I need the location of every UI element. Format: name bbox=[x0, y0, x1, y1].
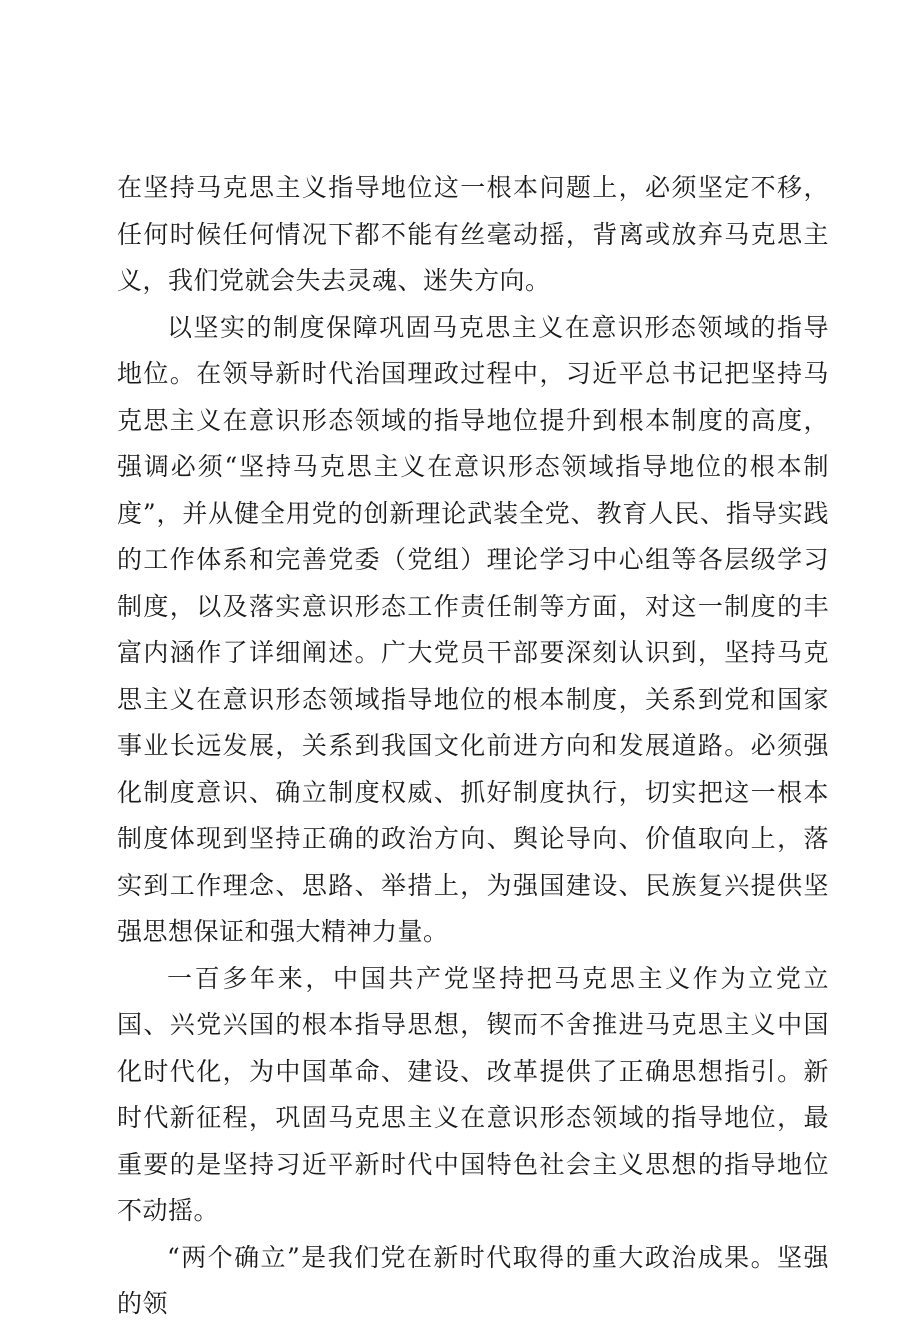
paragraph-continuation: 在坚持马克思主义指导地位这一根本问题上，必须坚定不移，任何时候任何情况下都不能有丝毫动摇，背离或放弃马克思主义，我们党就会失去灵魂、迷失方向。 bbox=[117, 173, 829, 295]
paragraph-century-history: 一百多年来，中国共产党坚持把马克思主义作为立党立国、兴党兴国的根本指导思想，锲而不舍推进马克思主义中国化时代化，为中国革命、建设、改革提供了正确思想指引。新时代新征程，巩固马克思主义在意识形态领域的指导地位，最重要的是坚持习近平新时代中国特色社会主义思想的指导地位不动摇。 bbox=[117, 963, 829, 1225]
document-body bbox=[117, 165, 829, 1328]
paragraph-institutional-guarantee: 以坚实的制度保障巩固马克思主义在意识形态领域的指导地位。在领导新时代治国理政过程中，习近平总书记把坚持马克思主义在意识形态领域的指导地位提升到根本制度的高度，强调必须“坚持马克思主义在意识形态领域指导地位的根本制度”，并从健全用党的创新理论武装全党、教育人民、指导实践的工作体系和完善党委（党组）理论学习中心组等各层级学习制度，以及落实意识形态工作责任制等方面，对这一制度的丰富内涵作了详细阐述。广大党员干部要深刻认识到，坚持马克思主义在意识形态领域指导地位的根本制度，关系到党和国家事业长远发展，关系到我国文化前进方向和发展道路。必须强化制度意识、确立制度权威、抓好制度执行，切实把这一根本制度体现到坚持正确的政治方向、舆论导向、价值取向上，落实到工作理念、思路、举措上，为强国建设、民族复兴提供坚强思想保证和强大精神力量。 bbox=[117, 312, 829, 946]
paragraph-two-establishes: “两个确立”是我们党在新时代取得的重大政治成果。坚强的领 bbox=[117, 1242, 829, 1318]
